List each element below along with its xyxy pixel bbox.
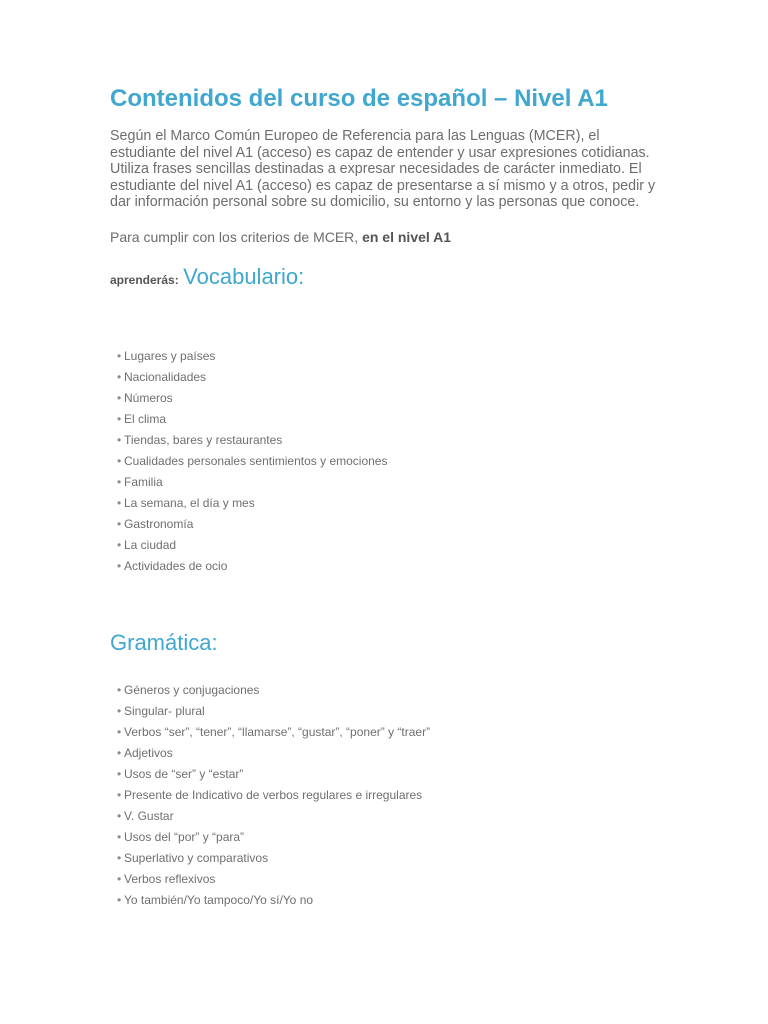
learn-word: aprenderás:: [110, 272, 179, 287]
list-item-text: Verbos reflexivos: [124, 872, 216, 886]
list-item: [117, 430, 617, 451]
list-item: [117, 514, 617, 535]
bullet-icon: •: [117, 496, 122, 510]
list-item-text: Cualidades personales sentimientos y emociones: [124, 454, 388, 468]
grammar-heading: Gramática:: [110, 630, 218, 655]
bullet-icon: •: [117, 788, 122, 802]
list-item-text: Nacionalidades: [124, 370, 207, 384]
bullet-icon: •: [117, 704, 122, 718]
list-item-text: V. Gustar: [124, 809, 174, 823]
intro-paragraph: Según el Marco Común Europeo de Referencia para las Lenguas (MCER), el estudiante del nivel A1 (acceso) es capaz de entender y usar expresiones cotidianas. Utiliza frases sencillas destinadas a expresar necesidades de carácter inmediato. El estudiante del nivel A1 (acceso) es capaz de presentarse a sí mismo y a otros, pedir y dar información personal sobre su domicilio, su entorno y las personas que conoce.: [110, 128, 656, 211]
list-item-text: Verbos “ser”, “tener”, “llamarse”, “gustar”, “poner” y “traer”: [124, 725, 431, 739]
list-item: [117, 388, 617, 409]
list-item-text: Tiendas, bares y restaurantes: [124, 433, 283, 447]
bullet-icon: •: [117, 809, 122, 823]
bullet-icon: •: [117, 391, 122, 405]
list-item-text: Gastronomía: [124, 517, 194, 531]
bullet-icon: •: [117, 872, 122, 886]
bullet-icon: •: [117, 767, 122, 781]
bullet-icon: •: [117, 830, 122, 844]
bullet-icon: •: [117, 538, 122, 552]
list-item: [117, 556, 617, 577]
list-item: [117, 472, 617, 493]
bullet-icon: •: [117, 893, 122, 907]
page-title: Contenidos del curso de español – Nivel A1: [110, 85, 608, 112]
criteria-text: Para cumplir con los criterios de MCER,: [110, 228, 363, 245]
bullet-icon: •: [117, 349, 122, 363]
list-item-text: Usos del “por” y “para”: [124, 830, 245, 844]
list-item-text: Lugares y países: [124, 349, 216, 363]
list-item: [117, 764, 617, 785]
list-item-text: Actividades de ocio: [124, 559, 228, 573]
vocab-list: [110, 346, 617, 577]
list-item: [117, 346, 617, 367]
list-item-text: Adjetivos: [124, 746, 173, 760]
list-item: [117, 848, 617, 869]
bullet-icon: •: [117, 559, 122, 573]
bullet-icon: •: [117, 433, 122, 447]
list-item: [117, 409, 617, 430]
bullet-icon: •: [117, 370, 122, 384]
vocab-heading: Vocabulario:: [183, 263, 305, 289]
list-item: [117, 722, 617, 743]
grammar-list: [110, 680, 617, 911]
list-item-text: El clima: [124, 412, 167, 426]
vocab-heading-line: [110, 263, 660, 294]
document-body: [110, 84, 660, 907]
list-item: [117, 869, 617, 890]
bullet-icon: •: [117, 683, 122, 697]
bullet-icon: •: [117, 517, 122, 531]
list-item: [117, 785, 617, 806]
list-item-text: Números: [124, 391, 173, 405]
list-item-text: Familia: [124, 475, 163, 489]
list-item-text: Yo también/Yo tampoco/Yo sí/Yo no: [124, 893, 314, 907]
list-item: [117, 806, 617, 827]
list-item-text: Usos de “ser” y “estar”: [124, 767, 244, 781]
list-item: [117, 743, 617, 764]
list-item: [117, 827, 617, 848]
list-item: [117, 493, 617, 514]
list-item: [117, 367, 617, 388]
bullet-icon: •: [117, 454, 122, 468]
bullet-icon: •: [117, 725, 122, 739]
list-item: [117, 701, 617, 722]
bullet-icon: •: [117, 475, 122, 489]
bullet-icon: •: [117, 412, 122, 426]
list-item: [117, 451, 617, 472]
criteria-sentence: [110, 229, 660, 245]
list-item-text: La ciudad: [124, 538, 177, 552]
list-item-text: Singular- plural: [124, 704, 205, 718]
list-item-text: Presente de Indicativo de verbos regulares e irregulares: [124, 788, 423, 802]
bullet-icon: •: [117, 746, 122, 760]
list-item-text: La semana, el día y mes: [124, 496, 255, 510]
list-item-text: Géneros y conjugaciones: [124, 683, 260, 697]
list-item-text: Superlativo y comparativos: [124, 851, 269, 865]
bullet-icon: •: [117, 851, 122, 865]
list-item: [117, 680, 617, 701]
list-item: [117, 890, 617, 911]
list-item: [117, 535, 617, 556]
criteria-bold: en el nivel A1: [362, 228, 452, 245]
